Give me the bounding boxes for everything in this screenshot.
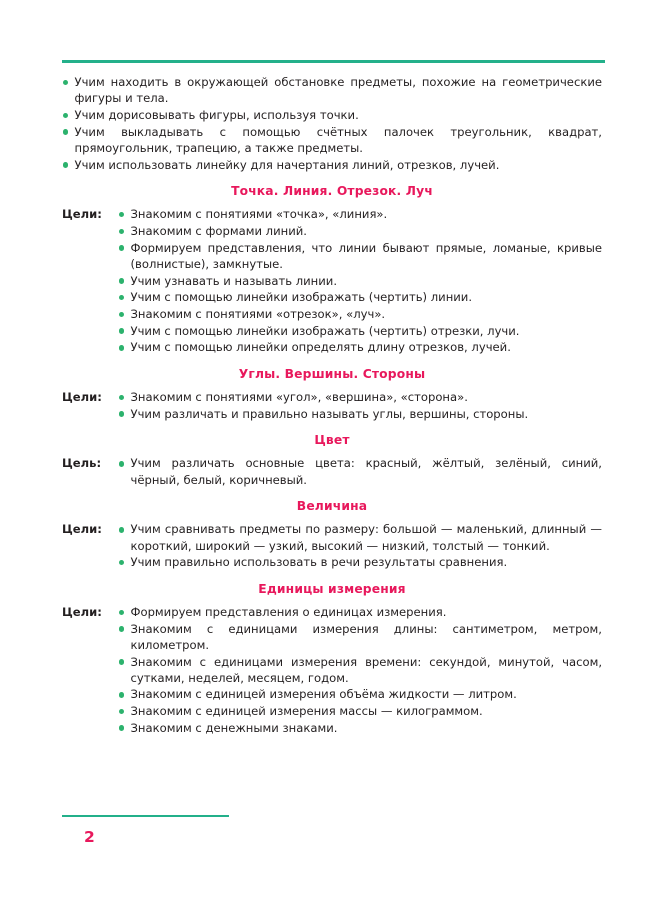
section-heading: Точка. Линия. Отрезок. Луч [231,184,433,199]
bullet-item: Формируем представления о единицах измерения. [118,604,602,620]
section-heading: Цвет [314,433,350,448]
page-number: 2 [84,828,95,846]
bullet-item: Учим сравнивать предметы по размеру: большой — маленький, длинный — короткий, широкий — узкий, высокий — низкий, толстый — тонкий. [118,521,602,553]
goal-bullet-list [118,455,602,488]
goal-block [62,389,602,422]
bullet-item: Учим с помощью линейки определять длину отрезков, лучей. [118,339,602,355]
goal-block [62,455,602,488]
bullet-item: Знакомим с понятиями «угол», «вершина», «сторона». [118,389,602,405]
section-heading: Величина [296,499,368,514]
bullet-item: Знакомим с формами линий. [118,223,602,239]
goal-label: Цель: [62,456,102,471]
bullet-item: Учим различать основные цвета: красный, жёлтый, зелёный, синий, чёрный, белый, коричневый. [118,455,602,487]
bullet-item: Учим выкладывать с помощью счётных палочек треугольник, квадрат, прямоугольник, трапецию, а также предметы. [62,124,602,156]
section-heading: Единицы измерения [258,581,406,596]
bullet-item: Знакомим с денежными знаками. [118,720,602,736]
goal-bullet-list [118,389,602,422]
lead-bullet-list [62,74,602,173]
bullet-item: Знакомим с единицей измерения объёма жидкости — литром. [118,686,602,702]
page-content [62,74,602,737]
bullet-item: Формируем представления, что линии бывают прямые, ломаные, кривые (волнистые), замкнутые. [118,240,602,272]
section-heading: Углы. Вершины. Стороны [238,367,426,382]
goal-label: Цели: [62,390,102,405]
goal-label: Цели: [62,604,102,619]
goal-label: Цели: [62,522,102,537]
bullet-item: Учим находить в окружающей обстановке предметы, похожие на геометрические фигуры и тела. [62,74,602,106]
bullet-item: Знакомим с единицами измерения времени: секундой, минутой, часом, сутками, неделей, месяцем, годом. [118,654,602,686]
bullet-item: Учим использовать линейку для начертания линий, отрезков, лучей. [62,157,602,173]
goal-block [62,206,602,356]
goal-block [62,604,602,737]
bullet-item: Учим узнавать и называть линии. [118,273,602,289]
goal-label: Цели: [62,207,102,222]
bullet-item: Учим с помощью линейки изображать (чертить) линии. [118,289,602,305]
bullet-item: Учим правильно использовать в речи результаты сравнения. [118,554,602,570]
bullet-item: Учим с помощью линейки изображать (чертить) отрезки, лучи. [118,323,602,339]
bullet-item: Учим дорисовывать фигуры, используя точки. [62,107,602,123]
bullet-item: Знакомим с понятиями «отрезок», «луч». [118,306,602,322]
goal-block [62,521,602,571]
bullet-item: Знакомим с понятиями «точка», «линия». [118,206,602,222]
footer-divider-rule [62,815,229,817]
bullet-item: Знакомим с единицами измерения длины: сантиметром, метром, километром. [118,621,602,653]
bullet-item: Знакомим с единицей измерения массы — килограммом. [118,703,602,719]
goal-bullet-list [118,521,602,571]
goal-bullet-list [118,206,602,356]
bullet-item: Учим различать и правильно называть углы, вершины, стороны. [118,406,602,422]
top-divider-rule [62,60,605,63]
sections-container [62,173,602,736]
goal-bullet-list [118,604,602,737]
